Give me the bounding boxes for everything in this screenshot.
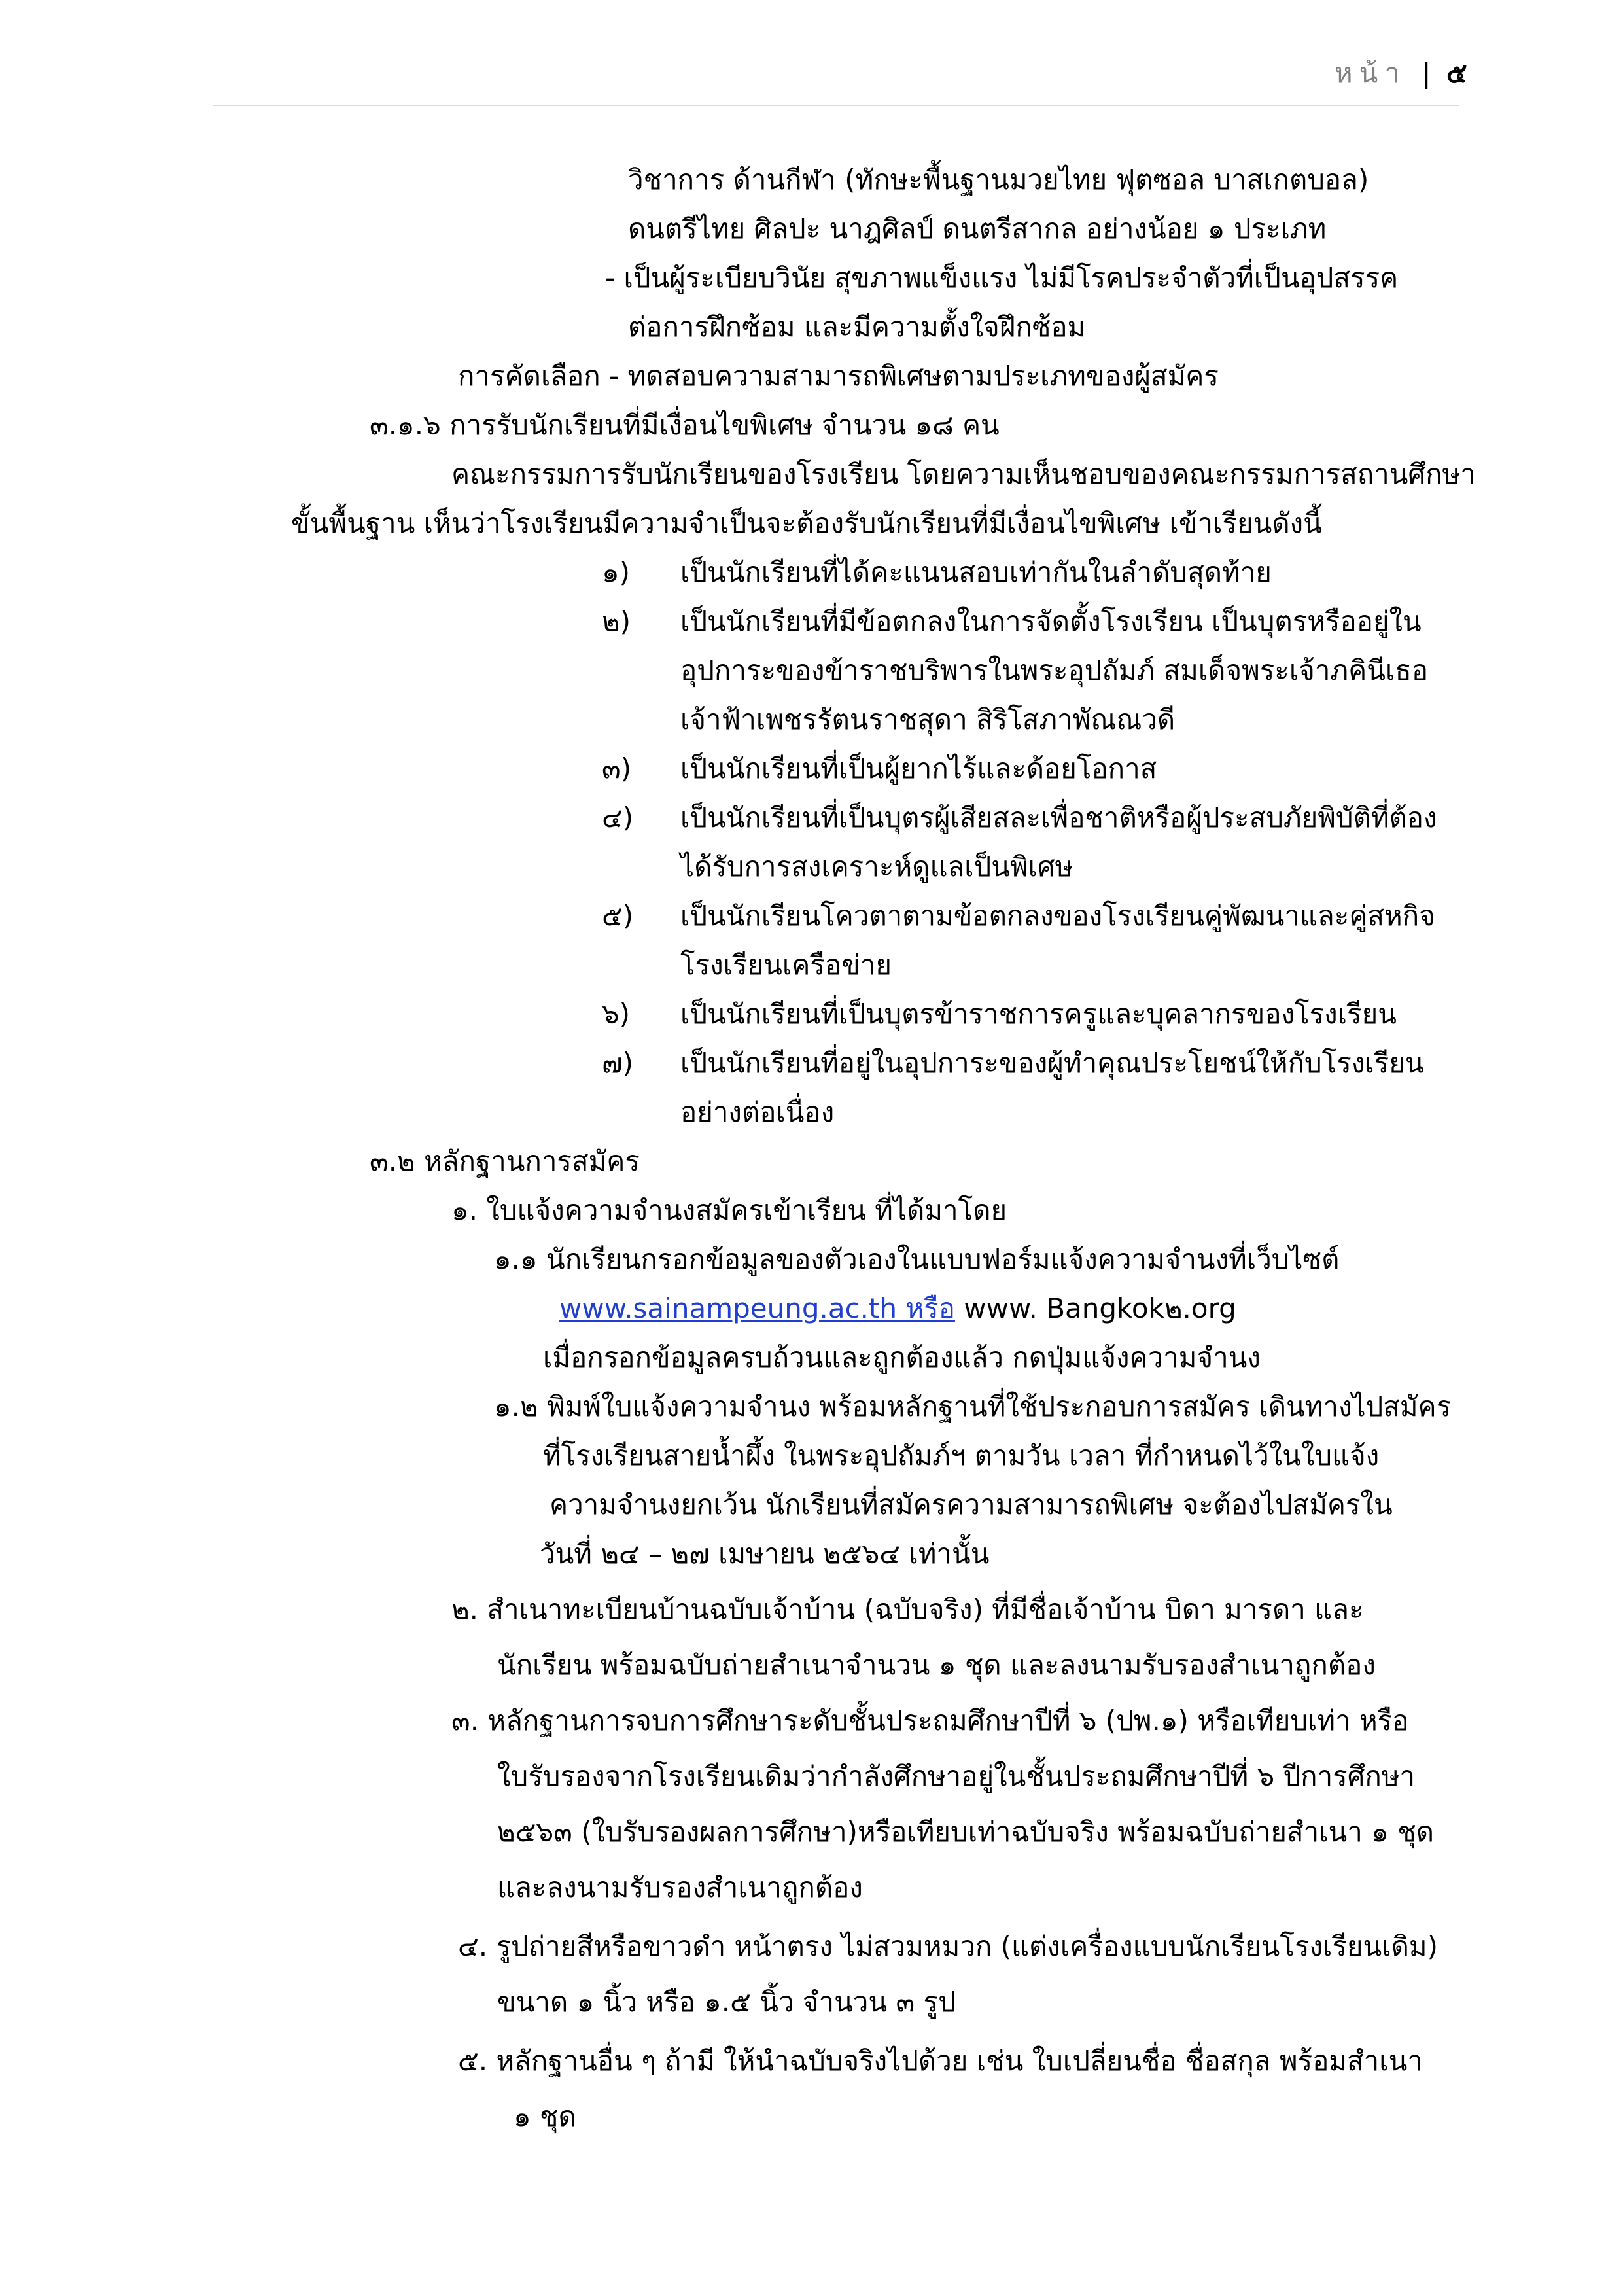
condition-text: เป็นนักเรียนที่เป็นผู้ยากไร้และด้อยโอกาส bbox=[680, 752, 1157, 785]
condition-text: เป็นนักเรียนที่เป็นบุตรผู้เสียสละเพื่อชาติหรือผู้ประสบภัยพิบัติที่ต้อง bbox=[680, 802, 1437, 834]
evidence-item: ขนาด ๑ นิ้ว หรือ ๑.๕ นิ้ว จำนวน ๓ รูป bbox=[497, 1986, 956, 2018]
condition-number: ๔) bbox=[602, 802, 634, 834]
condition-number: ๖) bbox=[602, 998, 631, 1030]
condition-text: อุปการะของข้าราชบริพารในพระอุปถัมภ์ สมเด็จพระเจ้าภคินีเธอ bbox=[680, 654, 1429, 686]
evidence-item: ๒๕๖๓ (ใบรับรองผลการศึกษา)หรือเทียบเท่าฉบับจริง พร้อมฉบับถ่ายสำเนา ๑ ชุด bbox=[497, 1816, 1434, 1848]
condition-text: เป็นนักเรียนที่ได้คะแนนสอบเท่ากันในลำดับสุดท้าย bbox=[680, 556, 1272, 588]
section-heading: ๓.๑.๖ การรับนักเรียนที่มีเงื่อนไขพิเศษ จำนวน ๑๘ คน bbox=[370, 409, 1000, 441]
evidence-item: นักเรียน พร้อมฉบับถ่ายสำเนาจำนวน ๑ ชุด และลงนามรับรองสำเนาถูกต้อง bbox=[497, 1649, 1376, 1681]
condition-text: เป็นนักเรียนที่อยู่ในอุปการะของผู้ทำคุณประโยชน์ให้กับโรงเรียน bbox=[680, 1047, 1424, 1079]
paragraph-line: คณะกรรมการรับนักเรียนของโรงเรียน โดยความเห็นชอบของคณะกรรมการสถานศึกษา bbox=[451, 458, 1476, 490]
condition-text: เป็นนักเรียนที่มีข้อตกลงในการจัดตั้งโรงเรียน เป็นบุตรหรืออยู่ใน bbox=[680, 605, 1422, 637]
condition-number: ๒) bbox=[602, 605, 631, 637]
evidence-subitem: ที่โรงเรียนสายน้ำผึ้ง ในพระอุปถัมภ์ฯ ตามวัน เวลา ที่กำหนดไว้ในใบแจ้ง bbox=[543, 1439, 1380, 1472]
header-rule bbox=[213, 105, 1459, 106]
header-separator: | bbox=[1422, 57, 1431, 89]
evidence-item: ๔. รูปถ่ายสีหรือขาวดำ หน้าตรง ไม่สวมหมวก (แต่งเครื่องแบบนักเรียนโรงเรียนเดิม) bbox=[458, 1930, 1438, 1962]
evidence-item: ๒. สำเนาทะเบียนบ้านฉบับเจ้าบ้าน (ฉบับจริง) ที่มีชื่อเจ้าบ้าน บิดา มารดา และ bbox=[451, 1593, 1364, 1625]
text-line: ดนตรีไทย ศิลปะ นาฎศิลป์ ดนตรีสากล อย่างน้อย ๑ ประเภท bbox=[628, 213, 1327, 245]
condition-number: ๓) bbox=[602, 752, 632, 785]
evidence-subitem: ความจำนงยกเว้น นักเรียนที่สมัครความสามารถพิเศษ จะต้องไปสมัครใน bbox=[550, 1489, 1393, 1521]
page-label: หน้า bbox=[1335, 57, 1406, 89]
section-heading: ๓.๒ หลักฐานการสมัคร bbox=[370, 1145, 640, 1177]
condition-number: ๑) bbox=[602, 556, 631, 588]
website-line bbox=[559, 1289, 1236, 1328]
evidence-item: ๕. หลักฐานอื่น ๆ ถ้ามี ให้นำฉบับจริงไปด้วย เช่น ใบเปลี่ยนชื่อ ชื่อสกุล พร้อมสำเนา bbox=[458, 2045, 1423, 2077]
evidence-item: และลงนามรับรองสำเนาถูกต้อง bbox=[497, 1871, 863, 1903]
selection-line: การคัดเลือก - ทดสอบความสามารถพิเศษตามประเภทของผู้สมัคร bbox=[458, 360, 1219, 392]
text-line: - เป็นผู้ระเบียบวินัย สุขภาพแข็งแรง ไม่มีโรคประจำตัวที่เป็นอุปสรรค bbox=[605, 262, 1399, 294]
evidence-subitem: ๑.๑ นักเรียนกรอกข้อมูลของตัวเองในแบบฟอร์มแจ้งความจำนงที่เว็บไซต์ bbox=[494, 1243, 1340, 1275]
evidence-subitem: วันที่ ๒๔ – ๒๗ เมษายน ๒๕๖๔ เท่านั้น bbox=[540, 1538, 990, 1570]
evidence-item: ๑. ใบแจ้งความจำนงสมัครเข้าเรียน ที่ได้มาโดย bbox=[451, 1194, 1007, 1226]
condition-number: ๗) bbox=[602, 1047, 633, 1079]
condition-text: อย่างต่อเนื่อง bbox=[680, 1096, 835, 1128]
condition-text: เป็นนักเรียนโควตาตามข้อตกลงของโรงเรียนคู่พัฒนาและคู่สหกิจ bbox=[680, 900, 1435, 932]
alt-website-text: www. Bangkok๒.org bbox=[954, 1292, 1236, 1324]
condition-text: เป็นนักเรียนที่เป็นบุตรข้าราชการครูและบุคลากรของโรงเรียน bbox=[680, 998, 1397, 1030]
condition-text: เจ้าฟ้าเพชรรัตนราชสุดา สิริโสภาพัณณวดี bbox=[680, 703, 1176, 735]
evidence-item: ๑ ชุด bbox=[514, 2100, 576, 2132]
evidence-item: ๓. หลักฐานการจบการศึกษาระดับชั้นประถมศึกษาปีที่ ๖ (ปพ.๑) หรือเทียบเท่า หรือ bbox=[451, 1704, 1409, 1737]
evidence-subitem: ๑.๒ พิมพ์ใบแจ้งความจำนง พร้อมหลักฐานที่ใช้ประกอบการสมัคร เดินทางไปสมัคร bbox=[494, 1390, 1452, 1422]
text-line: วิชาการ ด้านกีฬา (ทักษะพื้นฐานมวยไทย ฟุตซอล บาสเกตบอล) bbox=[628, 164, 1369, 196]
paragraph-line: ขั้นพื้นฐาน เห็นว่าโรงเรียนมีความจำเป็นจะต้องรับนักเรียนที่มีเงื่อนไขพิเศษ เข้าเรียนดังนี้ bbox=[291, 507, 1322, 539]
condition-text: ได้รับการสงเคราะห์ดูแลเป็นพิเศษ bbox=[680, 851, 1073, 883]
condition-text: โรงเรียนเครือข่าย bbox=[680, 949, 892, 981]
page-number: ๕ bbox=[1446, 57, 1467, 89]
condition-number: ๕) bbox=[602, 900, 634, 932]
school-website-link[interactable]: www.sainampeung.ac.th หรือ bbox=[559, 1292, 955, 1324]
evidence-item: ใบรับรองจากโรงเรียนเดิมว่ากำลังศึกษาอยู่ในชั้นประถมศึกษาปีที่ ๖ ปีการศึกษา bbox=[497, 1760, 1416, 1792]
page-header bbox=[1335, 54, 1467, 93]
evidence-subitem: เมื่อกรอกข้อมูลครบถ้วนและถูกต้องแล้ว กดปุ่มแจ้งความจำนง bbox=[543, 1341, 1261, 1373]
text-line: ต่อการฝึกซ้อม และมีความตั้งใจฝึกซ้อม bbox=[628, 311, 1086, 343]
